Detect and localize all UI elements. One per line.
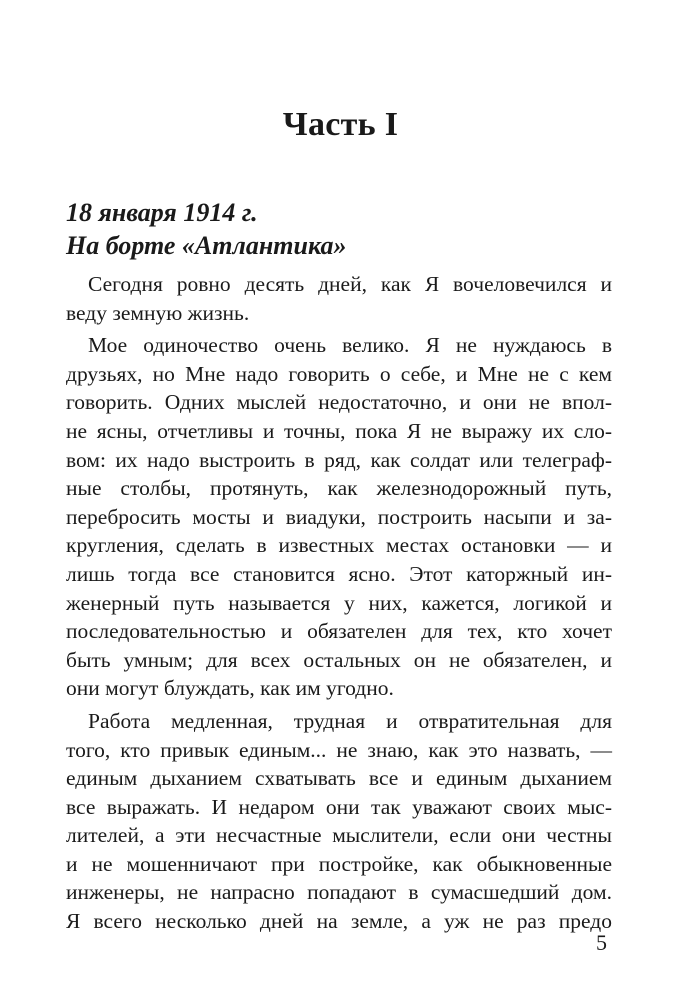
text-line: лителей, а эти несчастные мыслители, если они честны <box>66 823 612 848</box>
text-line: женерный путь называется у них, кажется, логикой и <box>66 590 612 615</box>
text-line: Мое одиночество очень велико. Я не нуждаюсь в <box>88 333 612 358</box>
text-line: все выражать. И недаром они так уважают своих мыс- <box>66 794 612 819</box>
paragraph-2 <box>66 331 612 703</box>
text-line: того, кто привык единым... не знаю, как это назвать, — <box>66 737 612 762</box>
diary-entry-header <box>66 196 347 262</box>
text-line: и не мошенничают при постройке, как обыкновенные <box>66 851 612 876</box>
text-line: друзьях, но Мне надо говорить о себе, и Мне не с кем <box>66 361 612 386</box>
page-number: 5 <box>596 930 607 955</box>
text-line: они могут блуждать, как им угодно. <box>66 676 394 701</box>
text-line: говорить. Одних мыслей недостаточно, и они не впол- <box>66 390 612 415</box>
body-text <box>66 270 612 940</box>
text-line: инженеры, не напрасно попадают в сумасшедший дом. <box>66 880 612 905</box>
text-line: последовательностью и обязателен для тех, кто хочет <box>66 619 612 644</box>
text-line: перебросить мосты и виадуки, построить насыпи и за- <box>66 504 612 529</box>
text-line: быть умным; для всех остальных он не обязателен, и <box>66 647 612 672</box>
paragraph-3 <box>66 707 612 936</box>
text-line: лишь тогда все становится ясно. Этот каторжный ин- <box>66 561 612 586</box>
text-line: ные столбы, протянуть, как железнодорожный путь, <box>66 476 612 501</box>
entry-place: На борте «Атлантика» <box>66 231 347 260</box>
text-line: вом: их надо выстроить в ряд, как солдат или телеграф- <box>66 447 612 472</box>
text-line: веду земную жизнь. <box>66 300 250 325</box>
text-line: не ясны, отчетливы и точны, пока Я не выражу их сло- <box>66 418 612 443</box>
paragraph-1 <box>66 270 612 327</box>
text-line: единым дыханием схватывать все и единым дыханием <box>66 766 612 791</box>
text-line: Работа медленная, трудная и отвратительная для <box>88 708 612 733</box>
chapter-title: Часть I <box>282 106 399 143</box>
text-line: Я всего несколько дней на земле, а уж не раз предо <box>66 909 612 934</box>
text-line: Сегодня ровно десять дней, как Я вочеловечился и <box>88 272 612 296</box>
entry-date: 18 января 1914 г. <box>66 198 258 227</box>
text-line: кругления, сделать в известных местах остановки — и <box>66 533 612 558</box>
